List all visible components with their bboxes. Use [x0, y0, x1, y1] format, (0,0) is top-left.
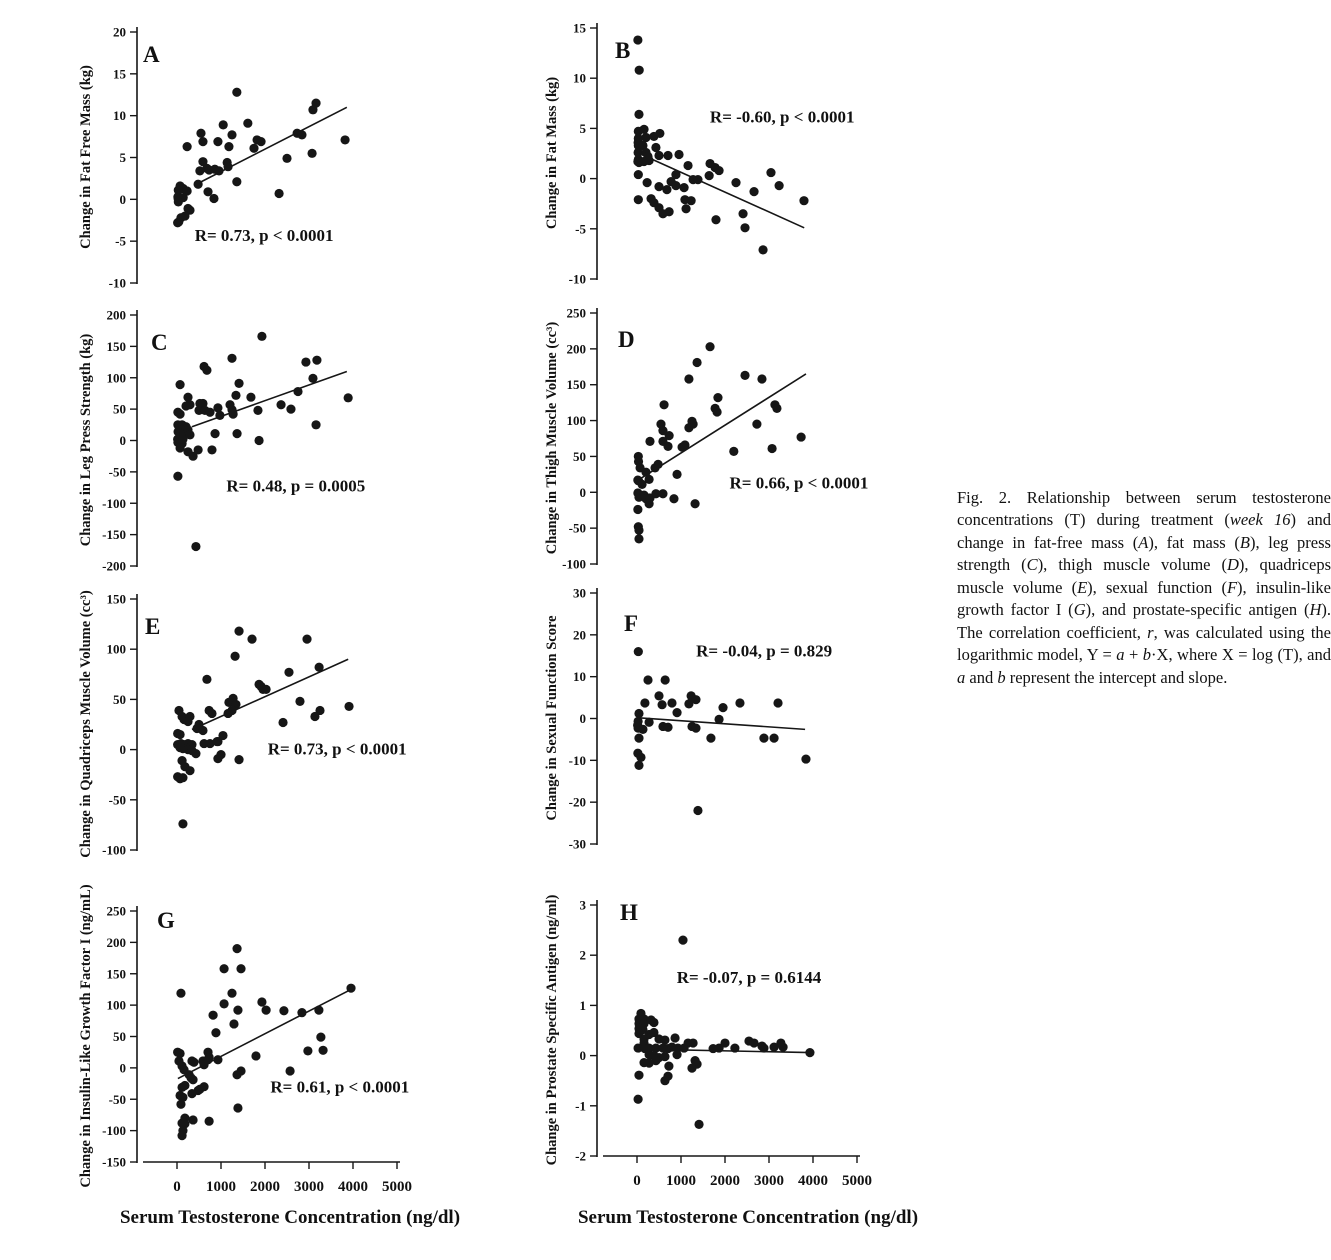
y-axis-label-e: Change in Quadriceps Muscle Volume (cc³): [78, 590, 94, 858]
panel-letter: G: [157, 908, 175, 933]
data-points: [633, 647, 811, 815]
y-tick-label: -100: [562, 556, 586, 572]
x-tick-label: 3000: [294, 1179, 324, 1195]
y-tick-label: -5: [575, 221, 586, 237]
y-tick-label: 20: [113, 24, 126, 40]
correlation-annotation: R= 0.73, p < 0.0001: [267, 739, 407, 759]
x-tick-label: 0: [173, 1179, 181, 1195]
x-axis-title-left: Serum Testosterone Concentration (ng/dl): [119, 1207, 461, 1228]
panel-letter: C: [151, 330, 168, 355]
x-axis: [603, 1156, 872, 1189]
data-points: [633, 342, 805, 543]
x-tick-label: 5000: [382, 1179, 412, 1195]
y-axis-label-a: Change in Fat Free Mass (kg): [78, 65, 94, 249]
y-axis: [569, 586, 597, 852]
x-tick-label: 2000: [250, 1179, 280, 1195]
y-axis: [102, 592, 137, 858]
y-tick-label: 15: [573, 20, 586, 36]
y-tick-label: 0: [119, 433, 126, 448]
panel-b: [568, 14, 867, 294]
figure-caption: Fig. 2. Relationship between serum testosterone concentrations (T) during treatment (week 16) and change in fat-free mass (A), fat mass (B), leg press strength (C), thigh muscle volume (D), quadriceps muscle volume (E), sexual function (F), insulin-like growth factor I (G), and prostate-specific antigen (H). The correlation coefficient, r, was calculated using the logarithmic model, Y = a + b·X, where X = log (T), and a and b represent the intercept and slope.: [957, 488, 1331, 687]
y-tick-label: 250: [106, 903, 126, 919]
y-tick-label: 30: [573, 585, 586, 601]
correlation-annotation: R= 0.48, p = 0.0005: [226, 476, 366, 496]
scatter-plot-d: [562, 299, 869, 579]
y-axis-label-b: Change in Fat Mass (kg): [544, 76, 560, 230]
y-tick-label: -5: [115, 233, 126, 249]
y-axis: [102, 904, 137, 1170]
panel-letter: E: [145, 614, 161, 639]
y-tick-label: 5: [579, 120, 586, 136]
y-tick-label: 0: [119, 742, 126, 758]
correlation-annotation: R= -0.07, p = 0.6144: [676, 967, 822, 987]
panel-h: [575, 891, 872, 1226]
y-tick-label: 0: [579, 171, 586, 187]
panel-d: [562, 299, 869, 579]
y-tick-label: -150: [102, 1154, 126, 1170]
x-tick-label: 4000: [338, 1179, 368, 1195]
data-points: [173, 627, 354, 829]
panel-e: [102, 585, 407, 865]
y-tick-label: -150: [102, 527, 126, 543]
correlation-annotation: R= -0.04, p = 0.829: [696, 641, 833, 661]
y-tick-label: 200: [106, 934, 126, 950]
y-tick-label: 0: [119, 1060, 126, 1076]
y-tick-label: 3: [579, 897, 586, 913]
y-tick-label: -50: [108, 1091, 126, 1107]
panel-letter: F: [624, 611, 639, 636]
y-tick-label: -10: [108, 275, 126, 291]
y-axis: [575, 898, 597, 1164]
x-tick-label: 4000: [798, 1173, 828, 1189]
y-tick-label: 0: [119, 191, 126, 207]
y-axis-label-g: Change in Insulin-Like Growth Factor I (ng/mL): [78, 884, 94, 1188]
x-axis: [143, 1162, 412, 1195]
y-tick-label: -1: [575, 1098, 586, 1114]
y-tick-label: -50: [108, 464, 126, 480]
y-tick-label: 150: [566, 377, 586, 393]
y-tick-label: -100: [102, 842, 126, 858]
y-tick-label: -100: [102, 495, 126, 511]
y-axis: [562, 306, 597, 572]
y-tick-label: -50: [108, 792, 126, 808]
y-tick-label: -200: [102, 558, 126, 574]
scatter-plot-g: [102, 897, 412, 1232]
scatter-plot-a: [108, 18, 407, 298]
panel-a: [108, 18, 407, 298]
data-points: [173, 944, 356, 1140]
y-tick-label: -30: [568, 836, 586, 852]
y-axis-label-f: Change in Sexual Function Score: [544, 615, 560, 821]
y-tick-label: 0: [579, 1048, 586, 1064]
y-tick-label: 10: [573, 70, 586, 86]
panel-g: [102, 897, 412, 1232]
y-tick-label: 100: [106, 997, 126, 1013]
scatter-plot-c: [102, 301, 407, 581]
y-tick-label: 50: [573, 448, 586, 464]
x-tick-label: 0: [633, 1173, 641, 1189]
y-axis: [569, 21, 597, 287]
data-points: [634, 936, 815, 1129]
y-axis-label-c: Change in Leg Press Strength (kg): [78, 333, 94, 547]
panel-c: [102, 301, 407, 581]
y-tick-label: -10: [568, 752, 586, 768]
y-tick-label: 50: [113, 401, 126, 417]
y-tick-label: 200: [566, 341, 586, 357]
y-tick-label: -10: [568, 271, 586, 287]
y-axis-label-h: Change in Prostate Specific Antigen (ng/ml): [544, 894, 560, 1166]
y-tick-label: 250: [566, 305, 586, 321]
correlation-annotation: R= 0.73, p < 0.0001: [194, 226, 334, 246]
x-tick-label: 2000: [710, 1173, 740, 1189]
y-tick-label: 150: [106, 591, 126, 607]
x-tick-label: 5000: [842, 1173, 872, 1189]
scatter-plot-f: [568, 579, 867, 859]
correlation-annotation: R= 0.66, p < 0.0001: [729, 473, 869, 493]
x-tick-label: 1000: [206, 1179, 236, 1195]
y-axis: [109, 25, 137, 291]
correlation-annotation: R= -0.60, p < 0.0001: [709, 107, 855, 127]
scatter-plot-b: [568, 14, 867, 294]
panel-f: [568, 579, 867, 859]
y-tick-label: 150: [106, 966, 126, 982]
trend-line: [192, 371, 347, 426]
data-points: [173, 88, 350, 228]
y-axis-label-d: Change in Thigh Muscle Volume (cc³): [544, 321, 560, 555]
y-tick-label: 0: [579, 484, 586, 500]
y-axis: [102, 308, 137, 574]
x-tick-label: 1000: [666, 1173, 696, 1189]
y-tick-label: 1: [579, 997, 586, 1013]
panel-letter: D: [618, 327, 635, 352]
y-tick-label: 100: [106, 370, 126, 386]
trend-line: [192, 659, 348, 729]
y-tick-label: 50: [113, 691, 126, 707]
y-tick-label: 2: [579, 947, 586, 963]
panel-letter: A: [143, 42, 160, 67]
x-tick-label: 3000: [754, 1173, 784, 1189]
y-tick-label: 100: [106, 641, 126, 657]
y-tick-label: 50: [113, 1029, 126, 1044]
scatter-plot-h: [575, 891, 872, 1226]
y-tick-label: 20: [573, 627, 586, 643]
y-tick-label: 5: [119, 150, 126, 165]
data-points: [633, 35, 808, 254]
x-axis-title-right: Serum Testosterone Concentration (ng/dl): [577, 1207, 919, 1228]
y-tick-label: 0: [579, 711, 586, 726]
y-tick-label: 10: [113, 108, 126, 124]
panel-letter: H: [620, 900, 638, 925]
y-tick-label: 15: [113, 66, 126, 82]
y-tick-label: -2: [575, 1148, 586, 1164]
y-tick-label: -100: [102, 1123, 126, 1139]
y-tick-label: 100: [566, 413, 586, 429]
scatter-plot-e: [102, 585, 407, 865]
correlation-annotation: R= 0.61, p < 0.0001: [270, 1077, 410, 1097]
panel-letter: B: [615, 38, 631, 63]
y-tick-label: -50: [568, 520, 586, 536]
y-tick-label: 200: [106, 307, 126, 323]
y-tick-label: 150: [106, 338, 126, 354]
data-points: [173, 332, 353, 551]
y-tick-label: 10: [573, 669, 586, 685]
y-tick-label: -20: [568, 794, 586, 810]
